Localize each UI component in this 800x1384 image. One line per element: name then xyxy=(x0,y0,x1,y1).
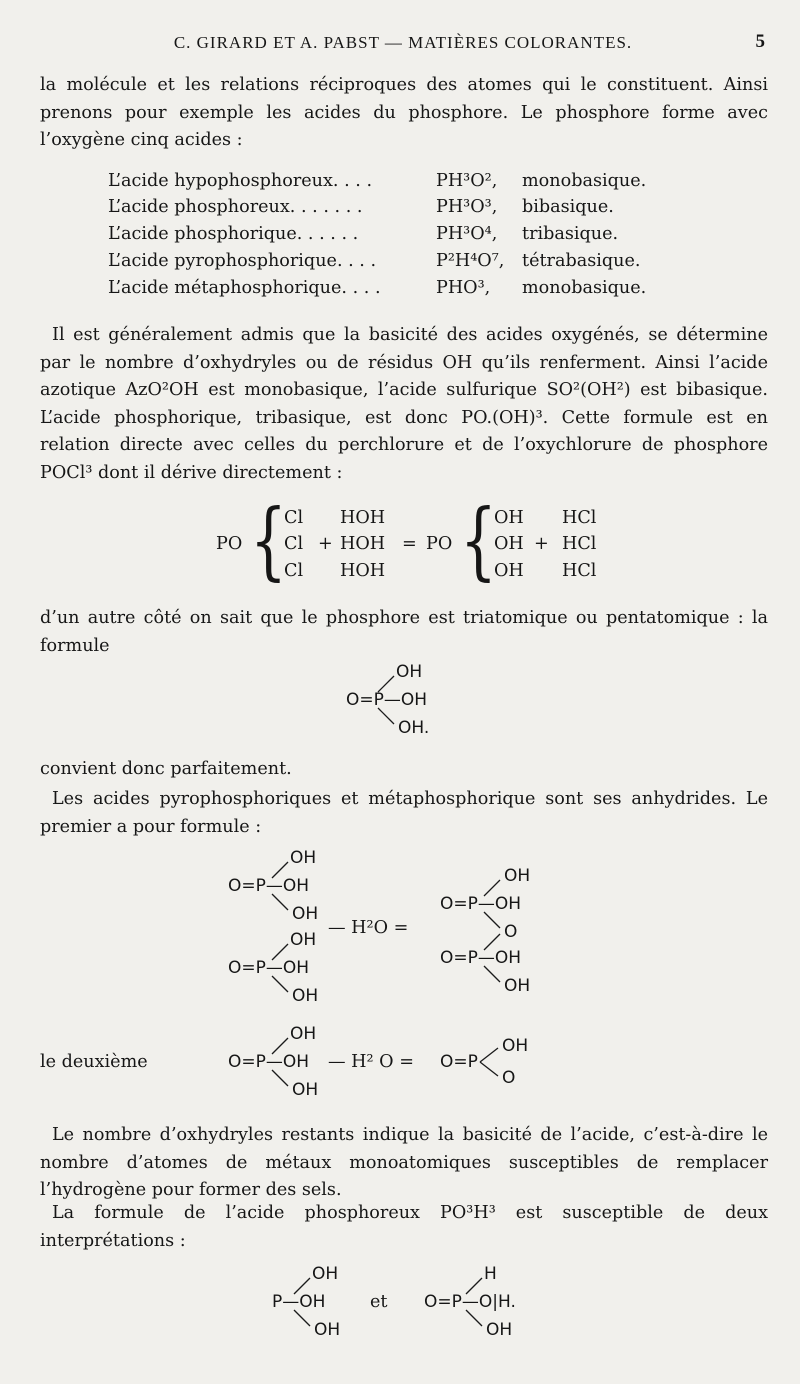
acid-basicity: monobasique. xyxy=(522,171,647,191)
struct-o: O xyxy=(502,1068,516,1088)
left-brace: { xyxy=(250,490,287,590)
acid-formula: PH³O², xyxy=(436,171,498,191)
acid-name: L’acide hypophosphoreux. . . . xyxy=(108,171,373,191)
acid-formula: PH³O⁴, xyxy=(436,224,498,244)
struct-et: et xyxy=(370,1292,388,1312)
struct-oh: OH xyxy=(290,848,317,868)
struct-oh: OH xyxy=(290,1024,317,1044)
eq-cl: Cl xyxy=(284,508,304,528)
struct-main: O=P—OH xyxy=(346,690,428,710)
struct-oh: OH xyxy=(292,1080,319,1100)
struct-main: O=P—OH xyxy=(228,876,310,896)
eq-cl: Cl xyxy=(284,534,304,554)
struct-h: H xyxy=(484,1264,497,1284)
eq-equals: = xyxy=(402,534,417,554)
acid-basicity: tribasique. xyxy=(522,224,619,244)
acid-formula: PH³O³, xyxy=(436,197,498,217)
struct-oh: OH xyxy=(504,976,531,996)
struct-main: P—OH xyxy=(272,1292,326,1312)
anhydride-paragraph: Les acides pyrophosphoriques et métaphosphorique sont ses anhydrides. Le premier a pour formule : xyxy=(40,789,768,837)
struct-main: O=P—OH xyxy=(440,948,522,968)
struct-oh: OH. xyxy=(398,718,430,738)
struct-oh: OH xyxy=(504,866,531,886)
acid-name: L’acide pyrophosphorique. . . . xyxy=(108,251,377,271)
struct-o-bridge: O xyxy=(504,922,518,942)
struct-oh: OH xyxy=(314,1320,341,1340)
eq-cl: Cl xyxy=(284,561,304,581)
conclusion-line: convient donc parfaitement. xyxy=(40,759,292,779)
eq-oh: OH xyxy=(494,534,524,554)
struct-prod: O=P xyxy=(440,1052,478,1072)
meta-label: le deuxième xyxy=(40,1052,148,1072)
eq-oh: OH xyxy=(494,508,524,528)
struct-oh: OH xyxy=(290,930,317,950)
struct-main: O=P—OH xyxy=(228,958,310,978)
struct-main: O=P—OH xyxy=(228,1052,310,1072)
struct-oh: OH xyxy=(396,662,423,682)
struct-main: O=P—OH xyxy=(440,894,522,914)
eq-plus: + xyxy=(318,534,333,554)
oxhydryl-paragraph: Le nombre d’oxhydryles restants indique la basicité de l’acide, c’est-à-dire le nombre d’atomes de métaux monoatomiques susceptibles de remplacer l’hydrogène pour former des sels. xyxy=(40,1125,768,1200)
struct-oh: OH xyxy=(292,904,319,924)
acid-formula: PHO³, xyxy=(436,278,491,298)
struct-oh: OH xyxy=(486,1320,513,1340)
eq-hcl: HCl xyxy=(562,508,597,528)
atomicity-paragraph: d’un autre côté on sait que le phosphore est triatomique ou pentatomique : la formule xyxy=(40,608,768,656)
basicity-paragraph: Il est généralement admis que la basicité des acides oxygénés, se détermine par le nombre d’oxhydryles ou de résidus OH qu’ils renferment. Ainsi l’acide azotique AzO²OH est monobasique, l’acide sulfurique SO²(OH²) est bibasique. L’acide phosphorique, tribasique, est donc PO.(OH)³. Cette formule est en relation directe avec celles du perchlorure et de l’oxychlorure de phosphore POCl³ dont il dérive directement : xyxy=(40,325,768,483)
right-brace: { xyxy=(460,490,497,590)
struct-oh: OH xyxy=(292,986,319,1006)
minus-water: — H² O = xyxy=(328,1052,414,1072)
intro-paragraph: la molécule et les relations réciproques des atomes qui le constituent. Ainsi prenons pour exemple les acides du phosphore. Le phosphore forme avec l’oxygène cinq acides : xyxy=(40,75,768,150)
eq-po-right: PO xyxy=(426,534,453,554)
eq-hoh: HOH xyxy=(340,508,386,528)
eq-hoh: HOH xyxy=(340,561,386,581)
acid-basicity: bibasique. xyxy=(522,197,614,217)
acid-name: L’acide métaphosphorique. . . . xyxy=(108,278,381,298)
header-title: C. GIRARD ET A. PABST — MATIÈRES COLORANTES. xyxy=(173,33,633,52)
phosphorous-paragraph: La formule de l’acide phosphoreux PO³H³ est susceptible de deux interprétations : xyxy=(40,1203,768,1251)
page-number: 5 xyxy=(755,31,766,52)
acid-basicity: tétrabasique. xyxy=(522,251,641,271)
struct-oh: OH xyxy=(312,1264,339,1284)
minus-water: — H²O = xyxy=(328,918,409,938)
eq-oh: OH xyxy=(494,561,524,581)
eq-hcl: HCl xyxy=(562,534,597,554)
acid-name: L’acide phosphorique. . . . . . xyxy=(108,224,359,244)
acid-name: L’acide phosphoreux. . . . . . . xyxy=(108,197,363,217)
eq-plus: + xyxy=(534,534,549,554)
eq-hoh: HOH xyxy=(340,534,386,554)
acid-basicity: monobasique. xyxy=(522,278,647,298)
eq-hcl: HCl xyxy=(562,561,597,581)
acid-formula: P²H⁴O⁷, xyxy=(436,251,505,271)
struct-main: O=P—O|H. xyxy=(424,1292,516,1312)
eq-po-left: PO xyxy=(216,534,243,554)
struct-oh: OH xyxy=(502,1036,529,1056)
